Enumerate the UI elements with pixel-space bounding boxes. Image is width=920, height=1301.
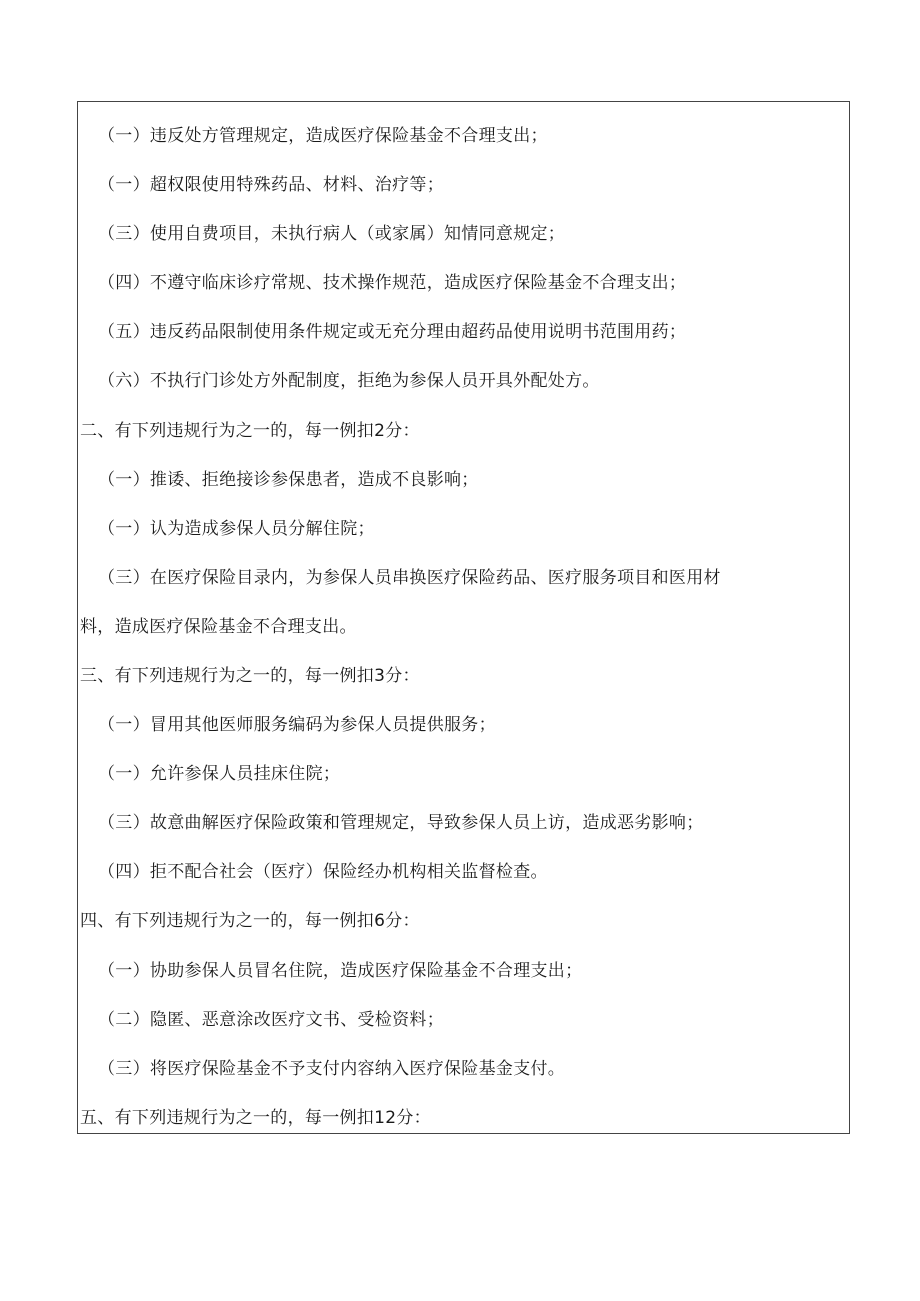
clause-line: （二）隐匿、恶意涂改医疗文书、受检资料； xyxy=(98,1010,444,1030)
section-heading: 四、有下列违规行为之一的，每一例扣6分： xyxy=(80,911,420,931)
clause-line: （六）不执行门诊处方外配制度，拒绝为参保人员开具外配处方。 xyxy=(98,371,600,391)
clause-line: （三）使用自费项目，未执行病人（或家属）知情同意规定； xyxy=(98,224,566,244)
clause-line: （三）将医疗保险基金不予支付内容纳入医疗保险基金支付。 xyxy=(98,1059,566,1079)
clause-line: （五）违反药品限制使用条件规定或无充分理由超药品使用说明书范围用药； xyxy=(98,322,687,342)
clause-line: （一）推诿、拒绝接诊参保患者，造成不良影响； xyxy=(98,470,479,490)
clause-line: （一）协助参保人员冒名住院，造成医疗保险基金不合理支出； xyxy=(98,961,583,981)
section-heading: 二、有下列违规行为之一的，每一例扣2分： xyxy=(80,421,420,441)
clause-line: （一）冒用其他医师服务编码为参保人员提供服务； xyxy=(98,715,496,735)
clause-line: （四）不遵守临床诊疗常规、技术操作规范，造成医疗保险基金不合理支出； xyxy=(98,273,687,293)
clause-line: （三）在医疗保险目录内，为参保人员串换医疗保险药品、医疗服务项目和医用材 xyxy=(98,568,721,588)
clause-line: （一）允许参保人员挂床住院； xyxy=(98,764,341,784)
clause-line: （三）故意曲解医疗保险政策和管理规定，导致参保人员上访，造成恶劣影响； xyxy=(98,813,704,833)
clause-line: （一）违反处方管理规定，造成医疗保险基金不合理支出； xyxy=(98,126,548,146)
clause-line: （一）超权限使用特殊药品、材料、治疗等； xyxy=(98,175,444,195)
section-heading: 五、有下列违规行为之一的，每一例扣12分： xyxy=(80,1108,431,1128)
section-heading: 三、有下列违规行为之一的，每一例扣3分： xyxy=(80,666,420,686)
clause-line-continuation: 料，造成医疗保险基金不合理支出。 xyxy=(80,617,357,637)
clause-line: （四）拒不配合社会（医疗）保险经办机构相关监督检查。 xyxy=(98,862,548,882)
clause-line: （一）认为造成参保人员分解住院； xyxy=(98,519,375,539)
